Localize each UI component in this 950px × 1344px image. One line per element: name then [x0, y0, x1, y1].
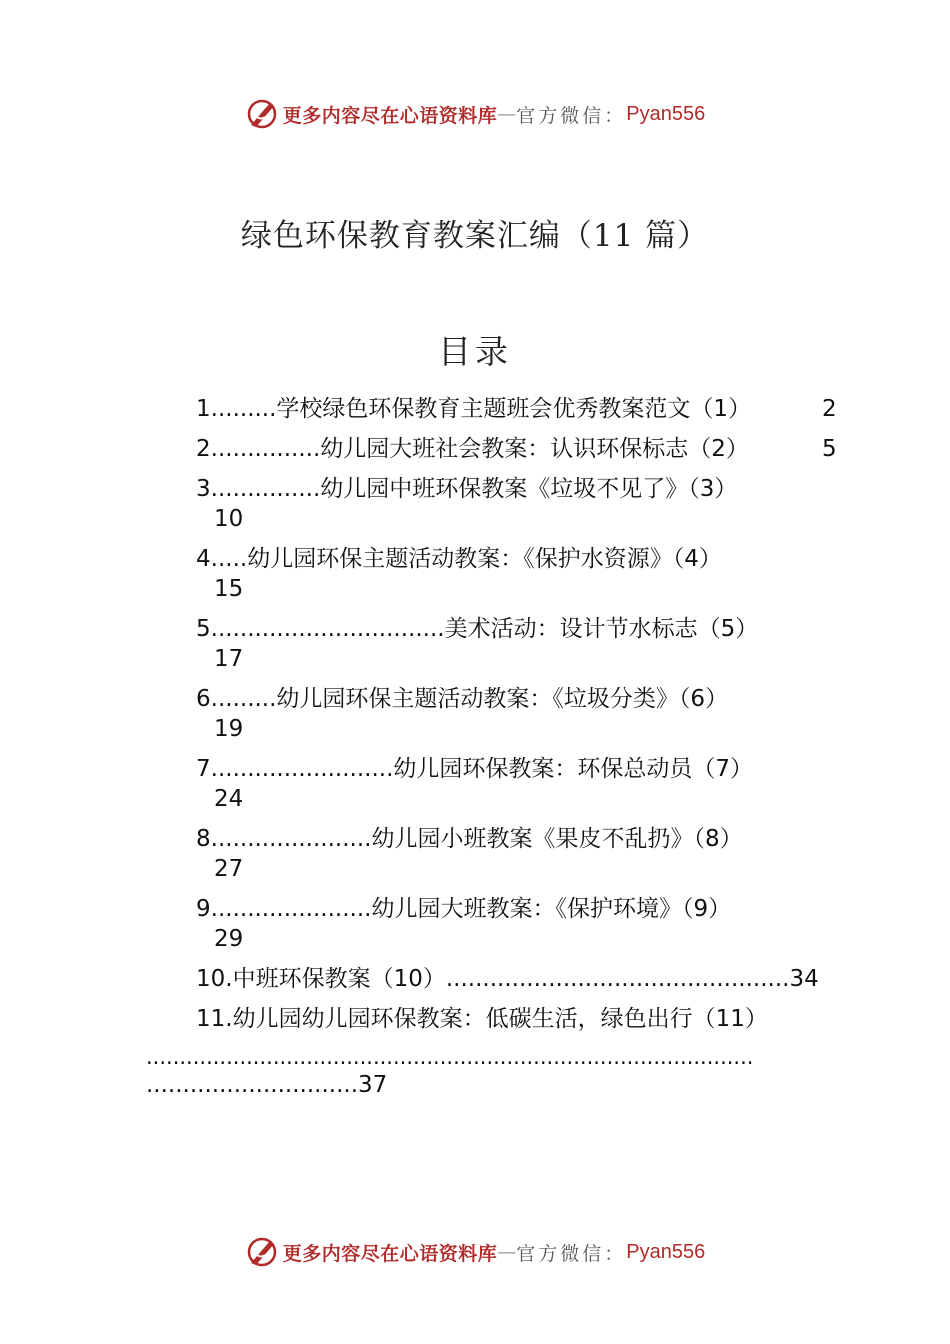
toc-entry-10[interactable]: 10.中班环保教案（10）...............................................34 — [196, 966, 819, 992]
footer-dash: — — [497, 1241, 517, 1263]
toc-entry-5-title[interactable]: 5................................美术活动：设计节水标志（5） — [196, 616, 759, 642]
toc-entry-3-page: 10 — [214, 506, 244, 532]
toc-entry-6-page: 19 — [214, 716, 244, 742]
toc-entry-1-title[interactable]: 1.........学校绿色环保教育主题班会优秀教案范文（1） — [196, 396, 752, 422]
footer-banner — [0, 1234, 950, 1270]
toc-entry-8-title[interactable]: 8......................幼儿园小班教案《果皮不乱扔》（8） — [196, 826, 743, 852]
toc-entry-1-page: 2 — [822, 396, 837, 422]
toc-entry-9-page: 29 — [214, 926, 244, 952]
header-site-text: 更多内容尽在心语资料库 — [282, 104, 498, 127]
footer-wechat-label: 官方微信： — [516, 1242, 627, 1265]
brush-pen-logo-icon — [245, 1235, 279, 1269]
header-wechat-label: 官方微信： — [516, 104, 627, 127]
toc-entry-7-page: 24 — [214, 786, 244, 812]
toc-entry-4-page: 15 — [214, 576, 244, 602]
toc-entry-11-title[interactable]: 11.幼儿园幼儿园环保教案：低碳生活，绿色出行（11） — [196, 1006, 768, 1032]
toc-entry-3-title[interactable]: 3...............幼儿园中班环保教案《垃圾不见了》（3） — [196, 476, 738, 502]
toc-heading: 目录 — [438, 332, 512, 371]
brush-pen-logo-icon — [245, 97, 279, 131]
toc-entry-2-title[interactable]: 2...............幼儿园大班社会教案：认识环保标志（2） — [196, 436, 749, 462]
header-dash: — — [497, 103, 517, 125]
footer-wechat-id: Pyan556 — [626, 1240, 706, 1263]
toc-entry-11-page: .............................37 — [146, 1072, 388, 1098]
toc-entry-2-page: 5 — [822, 436, 837, 462]
toc-entry-11-dot-leader: ........................................................................................... — [146, 1045, 754, 1069]
header-banner — [0, 96, 950, 132]
toc-entry-4-title[interactable]: 4.....幼儿园环保主题活动教案：《保护水资源》（4） — [196, 546, 722, 572]
footer-site-text: 更多内容尽在心语资料库 — [282, 1242, 498, 1265]
toc-entry-7-title[interactable]: 7.........................幼儿园环保教案：环保总动员（7） — [196, 756, 754, 782]
toc-entry-8-page: 27 — [214, 856, 244, 882]
document-title: 绿色环保教育教案汇编（11 篇） — [240, 218, 710, 254]
toc-entry-5-page: 17 — [214, 646, 244, 672]
toc-entry-6-title[interactable]: 6.........幼儿园环保主题活动教案：《垃圾分类》（6） — [196, 686, 729, 712]
toc-entry-9-title[interactable]: 9......................幼儿园大班教案：《保护环境》（9） — [196, 896, 732, 922]
header-wechat-id: Pyan556 — [626, 102, 706, 125]
